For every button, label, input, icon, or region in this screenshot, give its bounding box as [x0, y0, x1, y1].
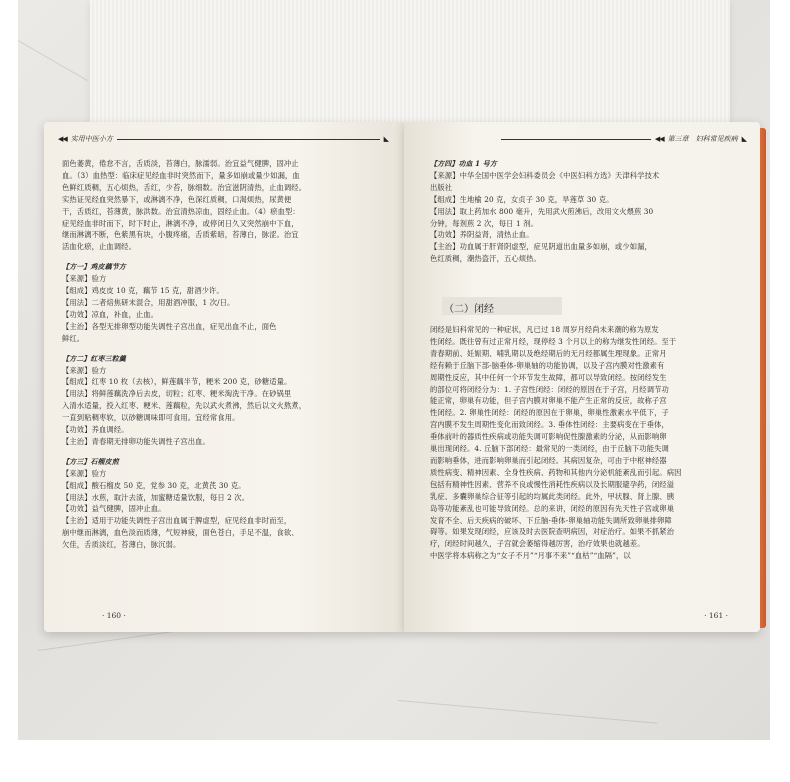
open-book	[38, 122, 768, 640]
text-line: 闭经是妇科常见的一种症状，凡已过 18 周岁月经尚未来潮的称为原发	[430, 325, 659, 334]
recipe-line: 【组成】鸡皮皮 10 克，藕节 15 克，甜酒少许。	[62, 286, 224, 296]
recipe-line: 色红质稠，潮热盗汗，五心烦热。	[430, 254, 541, 264]
recipe-line: 【组成】红枣 10 枚（去核），鲜莲藕半节，粳米 200 克，砂糖适量。	[62, 377, 292, 387]
text-line: 疗，闭经时间越久，子宫就会萎缩得越厉害，治疗效果也就越差。	[430, 539, 645, 549]
recipe-title: 【方二】红枣三粒羹	[62, 353, 126, 363]
page-number: · 161 ·	[704, 611, 728, 620]
triangle-marker-icon: ◣	[741, 135, 746, 143]
right-body-text	[430, 324, 746, 562]
right-recipe-text	[430, 158, 746, 265]
text-line: 经有赖于丘脑下部-脑垂体-卵巢轴的功能协调，以及子宫内膜对性激素有	[430, 360, 665, 370]
text-line: 周期性反应，其中任何一个环节发生故障，都可以导致闭经。按闭经发生	[430, 372, 667, 382]
left-page	[44, 122, 404, 632]
page-number: · 160 ·	[102, 611, 126, 620]
left-body-text	[62, 158, 384, 551]
divider	[117, 139, 380, 140]
text-line: 乳症、多囊卵巢综合征等引起的均属此类闭经。此外，甲状腺、肾上腺、胰	[430, 491, 675, 501]
triangle-marker-icon: ◀◀	[654, 135, 664, 143]
text-line: 面色萎黄，倦怠不言，舌质淡，苔薄白，脉濡弱。治宜益气健脾，固冲止	[62, 159, 299, 168]
spacer	[62, 345, 384, 353]
section-heading	[444, 300, 494, 315]
recipe-line: 崩中继而淋漓，血色淡而质薄，气短神疲，面色苍白，手足不温，食欲、	[62, 528, 299, 538]
recipe-line: 【主治】功血属于肝肾阴虚型，症见阴道出血量多如崩，或少如漏，	[430, 242, 652, 252]
recipe-line: 【来源】验方	[62, 468, 107, 478]
marble-vein	[18, 40, 88, 81]
text-line: 血。（3）血热型：临床症见经血非时突然而下，量多如崩或量少如漏，血	[62, 170, 300, 180]
text-line: 宫内膜不发生周期性变化而致闭经。3. 垂体性闭经：主要病变在于垂体，	[430, 420, 669, 430]
text-line: 性闭经。既往曾有过正常月经，现停经 3 个月以上的称为继发性闭经。至于	[430, 336, 677, 346]
recipe-line: 【主治】适用于功能失调性子宫出血属于脾虚型，症见经血非时而至，	[62, 516, 292, 526]
divider	[501, 139, 651, 140]
recipe-line: 出版社	[430, 182, 453, 192]
text-line: 包括有精神性因素、营养不良或慢性消耗性疾病以及长期服避孕药，闭经溢	[430, 479, 675, 489]
recipe-line: 【功效】养阴益肾，清热止血。	[430, 230, 534, 240]
recipe-line: 【来源】中华全国中医学会妇科委员会《中医妇科方选》天津科学技术	[430, 170, 660, 180]
recipe-line: 【用法】水煎，取汁去渣，加蜜糖适量饮服，每日 2 次。	[62, 492, 250, 502]
text-line: 活血化瘀，止血调经。	[62, 242, 136, 252]
spacer	[62, 448, 384, 456]
spacer	[62, 253, 384, 261]
text-line: 而影响垂体，进而影响卵巢而引起闭经。其病因复杂，可由于中枢神经器	[430, 455, 667, 465]
recipe-line: 【用法】取上药加水 800 毫升，先用武火煎沸后，改用文火煨煎 30	[430, 206, 654, 216]
recipe-line: 欠佳，舌质淡红，苔薄白，脉沉弱。	[62, 540, 181, 550]
recipe-line: 【组成】酸石榴皮 50 克，党参 30 克，北黄芪 30 克。	[62, 480, 246, 490]
text-line: 质性病变、精神因素、全身性疾病、药物和其他内分泌机能紊乱而引起。病因	[430, 467, 682, 477]
recipe-line: 【组成】生地榆 20 克，女贞子 30 克，旱莲草 30 克。	[430, 194, 614, 204]
recipe-line: 【用法】二者焙焦研末混合，用甜酒冲服，1 次/日。	[62, 297, 235, 307]
triangle-marker-icon: ◀◀	[58, 135, 67, 143]
running-head-text: 实用中医小方	[70, 135, 113, 143]
text-line: 色鲜红质稠，五心烦热，舌红，少苔，脉细数。治宜滋阴清热，止血调经。	[62, 182, 307, 192]
fabric-backdrop	[90, 0, 730, 130]
recipe-line: 【功效】益气健脾，固冲止血。	[62, 504, 166, 514]
triangle-marker-icon: ◣	[383, 135, 388, 143]
recipe-line: 入清水适量，投入红枣、粳米、莲藕粒，先以武火煮沸，然后以文火熬煮，	[62, 401, 307, 411]
recipe-line: 【来源】验方	[62, 274, 107, 284]
text-line: 碍等。如果发现闭经，应该及时去医院查明病因，对症治疗。如果不抓紧治	[430, 527, 675, 537]
text-line: 干，舌质红，苔薄黄，脉洪数。治宜清热凉血，固经止血。（4）瘀血型：	[62, 206, 300, 216]
text-line: 性闭经。2. 卵巢性闭经：闭经的原因在于卵巢，卵巢性激素水平低下，子	[430, 408, 669, 418]
recipe-line: 分钟，每剂煎 2 次，每日 1 剂。	[430, 218, 538, 228]
recipe-title: 【方一】鸡皮藕节方	[62, 262, 126, 272]
text-line: 岛等功能紊乱也可能导致闭经。总的来讲，闭经的原因有先天性子宫或卵巢	[430, 503, 675, 513]
recipe-line: 【来源】验方	[62, 365, 107, 375]
recipe-line: 【主治】青春期无排卵功能失调性子宫出血。	[62, 436, 210, 446]
running-head-text: 第三章 妇科常见疾病	[667, 135, 738, 143]
right-running-head	[416, 134, 746, 144]
text-line: 发育不全、后天疾病的破坏、下丘脑-垂体-卵巢轴功能失调所致卵巢排卵障	[430, 515, 672, 525]
text-line: 继而淋漓不断，色紫黑有块，小腹疼痛，舌质紫暗，苔薄白，脉涩。治宜	[62, 230, 299, 240]
text-line: 的部位可将闭经分为：1. 子宫性闭经：闭经的原因在于子宫，月经调节功	[430, 384, 669, 394]
recipe-line: 【用法】将鲜莲藕洗净后去皮，切粒；红枣、粳米淘洗干净。在砂锅里	[62, 389, 292, 399]
right-page	[404, 122, 760, 632]
recipe-line: 【功效】凉血，补血，止血。	[62, 309, 159, 319]
recipe-line: 一直到粘稠枣软，以砂糖调味即可食用。宜经常食用。	[62, 413, 240, 423]
recipe-line: 鲜红。	[62, 333, 85, 343]
text-line: 巢出现闭经。4. 丘脑下部闭经：最常见的一类闭经，由于丘脑下功能失调	[430, 444, 669, 454]
marble-background	[18, 0, 770, 740]
page-edge	[760, 128, 766, 628]
text-line: 垂体前叶的器质性疾病或功能失调可影响促性腺激素的分泌，从而影响卵	[430, 432, 667, 442]
section-heading-text: （二）闭经	[444, 304, 494, 315]
marble-vein	[398, 700, 657, 724]
text-line: 中医学将本病称之为“女子不月”“月事不来”“血枯”“血隔”，以	[430, 551, 631, 561]
recipe-title: 【方三】石榴皮煎	[62, 456, 119, 466]
text-line: 青春期前、妊娠期、哺乳期以及绝经期后的无月经都属生理现象。正常月	[430, 348, 667, 358]
recipe-line: 【主治】各型无排卵型功能失调性子宫出血，症见出血不止，面色	[62, 321, 277, 331]
recipe-title: 【方四】功血 1 号方	[430, 159, 497, 168]
text-line: 实热证见经血突然暴下，或淋漓不净，色深红质稠，口渴烦热，尿黄便	[62, 194, 292, 204]
text-line: 能正常，卵巢有功能，但子宫内膜对卵巢不能产生正常的反应，故称子宫	[430, 396, 667, 406]
text-line: 症见经血非时而下，时下时止，淋漓不净，或停闭日久又突然崩中下血，	[62, 218, 299, 228]
recipe-line: 【功效】养血调经。	[62, 425, 129, 435]
left-running-head	[58, 134, 388, 144]
